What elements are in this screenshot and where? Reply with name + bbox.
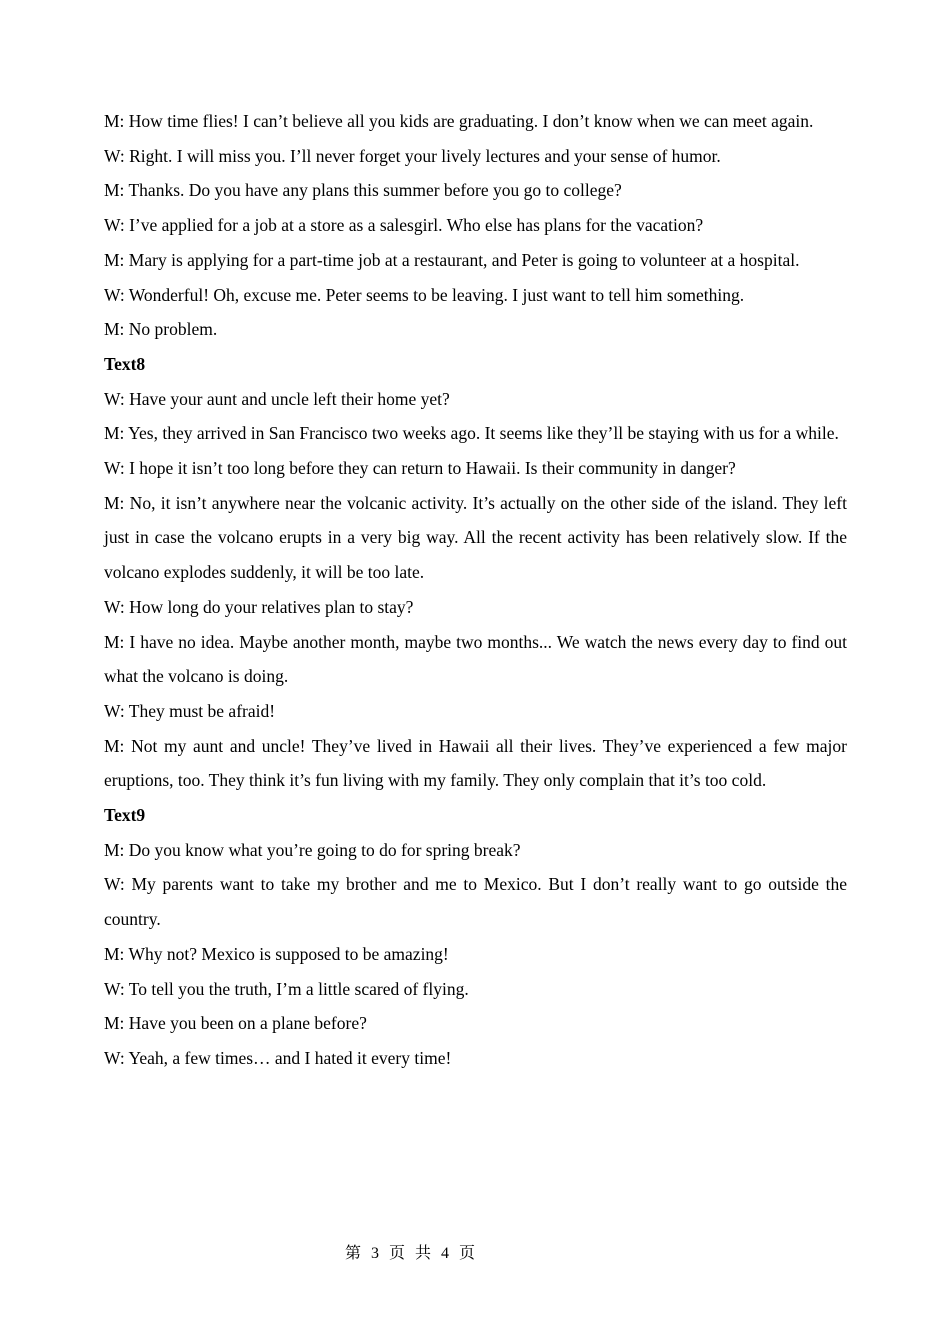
dialogue-line: W: I hope it isn’t too long before they can return to Hawaii. Is their community in danger? (104, 458, 736, 479)
dialogue-line: W: I’ve applied for a job at a store as a salesgirl. Who else has plans for the vacation? (104, 215, 704, 236)
dialogue-line: M: Have you been on a plane before? (104, 1013, 367, 1034)
dialogue-line: M: No, it isn’t anywhere near the volcanic activity. It’s actually on the other side of the island. They left just in case the volcano erupts in a very big way. All the recent activity has been relatively slow. If the volcano explodes suddenly, it will be too late. (104, 492, 847, 583)
dialogue-line: M: Mary is applying for a part-time job at a restaurant, and Peter is going to volunteer at a hospital. (104, 249, 800, 270)
dialogue-line: M: Yes, they arrived in San Francisco two weeks ago. It seems like they’ll be staying with us for a while. (104, 423, 839, 444)
dialogue-line: W: Wonderful! Oh, excuse me. Peter seems to be leaving. I just want to tell him something. (104, 284, 745, 305)
dialogue-line: M: Why not? Mexico is supposed to be amazing! (104, 943, 449, 964)
dialogue-line: M: Thanks. Do you have any plans this summer before you go to college? (104, 180, 622, 201)
dialogue-line: M: No problem. (104, 319, 218, 340)
dialogue-line: W: How long do your relatives plan to stay? (104, 596, 414, 617)
dialogue-line: W: To tell you the truth, I’m a little scared of flying. (104, 978, 469, 999)
dialogue-line: W: Yeah, a few times… and I hated it every time! (104, 1047, 452, 1068)
section-text7-continued (104, 104, 847, 347)
dialogue-line: M: How time flies! I can’t believe all you kids are graduating. I don’t know when we can meet again. (104, 111, 814, 131)
section-text8 (104, 347, 847, 798)
dialogue-line: W: Have your aunt and uncle left their home yet? (104, 388, 450, 409)
document-body (104, 104, 847, 1076)
dialogue-line: W: They must be afraid! (104, 700, 276, 721)
section-heading: Text9 (104, 805, 146, 826)
dialogue-line: W: My parents want to take my brother and me to Mexico. But I don’t really want to go outside the country. (104, 874, 847, 930)
dialogue-line: M: Do you know what you’re going to do for spring break? (104, 839, 521, 860)
dialogue-line: M: I have no idea. Maybe another month, maybe two months... We watch the news every day to find out what the volcano is doing. (104, 631, 847, 687)
page-footer: 第 3 页 共 4 页 (344, 1245, 475, 1262)
section-text9 (104, 798, 847, 1076)
dialogue-line: W: Right. I will miss you. I’ll never forget your lively lectures and your sense of humor. (104, 145, 721, 166)
section-heading: Text8 (104, 353, 146, 374)
dialogue-line: M: Not my aunt and uncle! They’ve lived in Hawaii all their lives. They’ve experienced a few major eruptions, too. They think it’s fun living with my family. They only complain that it’s too cold. (104, 735, 847, 791)
